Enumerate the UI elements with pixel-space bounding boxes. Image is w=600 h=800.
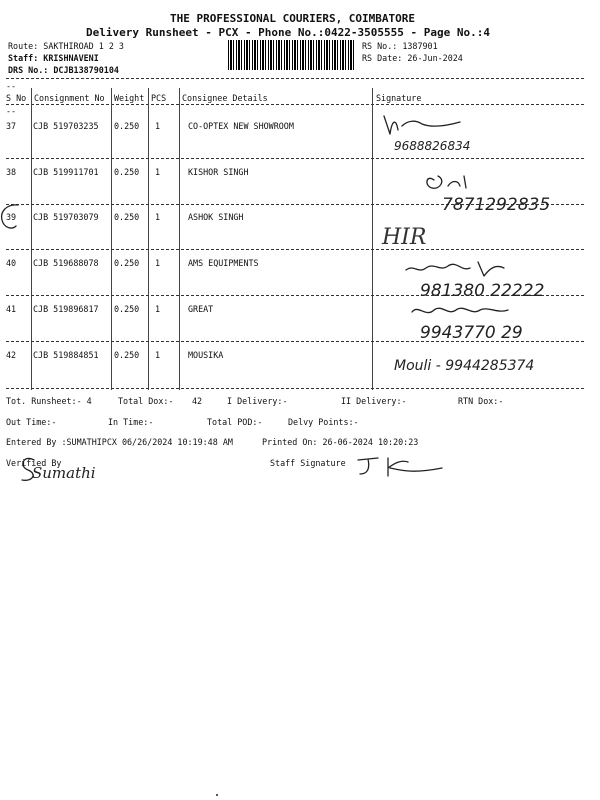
drs-number: DRS No.: DCJB138790104	[8, 65, 119, 75]
row-sno: 40	[6, 258, 17, 268]
col-line	[31, 88, 32, 390]
ii-delivery: II Delivery:-	[341, 396, 407, 406]
signature-name: HIR	[382, 225, 427, 250]
handwritten-signature	[392, 350, 582, 380]
signature-phone: 7871292835	[442, 195, 551, 215]
staff-signature-label: Staff Signature	[270, 458, 346, 468]
prev-marker-2: --	[6, 106, 17, 116]
row-weight: 0.250	[114, 350, 140, 360]
row-consignee: MOUSIKA	[188, 350, 224, 360]
row-consignee: KISHOR SINGH	[188, 167, 249, 177]
rs-number: RS No.: 1387901	[362, 41, 438, 51]
row-consignment: CJB 519896817	[33, 304, 99, 314]
row-pcs: 1	[155, 304, 161, 314]
row-consignee: GREAT	[188, 304, 214, 314]
signature-phone: Mouli - 9944285374	[394, 358, 535, 374]
row-divider	[6, 388, 584, 389]
row-consignment: CJB 519688078	[33, 258, 99, 268]
header-divider-top	[6, 78, 584, 79]
handwritten-signature	[380, 218, 460, 254]
col-line	[148, 88, 149, 390]
signature-phone: 9943770 29	[420, 323, 523, 343]
rtn-dox: RTN Dox:-	[458, 396, 504, 406]
verified-by: Verified By	[6, 458, 62, 468]
total-dox-value: 42	[192, 396, 203, 406]
i-delivery: I Delivery:-	[227, 396, 288, 406]
row-divider	[6, 249, 584, 250]
company-name: THE PROFESSIONAL COURIERS, COIMBATORE	[170, 12, 416, 25]
total-dox-label: Total Dox:-	[118, 396, 174, 406]
staff-signature	[352, 454, 472, 482]
row-weight: 0.250	[114, 167, 140, 177]
row-consignment: CJB 519703235	[33, 121, 99, 131]
col-consignment: Consignment No	[34, 93, 105, 103]
row-divider	[6, 158, 584, 159]
col-signature: Signature	[376, 93, 422, 103]
row-consignee: AMS EQUIPMENTS	[188, 258, 259, 268]
row-pcs: 1	[155, 121, 161, 131]
row-weight: 0.250	[114, 304, 140, 314]
row-sno: 38	[6, 167, 17, 177]
circle-mark	[0, 202, 24, 232]
row-pcs: 1	[155, 350, 161, 360]
col-consignee: Consignee Details	[182, 93, 268, 103]
col-sno: S No	[6, 93, 27, 103]
row-sno: 42	[6, 350, 17, 360]
row-pcs: 1	[155, 258, 161, 268]
verified-signature	[14, 452, 124, 488]
staff-label: Staff: KRISHNAVENI	[8, 53, 99, 63]
row-consignment: CJB 519884851	[33, 350, 99, 360]
row-pcs: 1	[155, 167, 161, 177]
col-line	[111, 88, 112, 390]
in-time: In Time:-	[108, 417, 154, 427]
tot-runsheet: Tot. Runsheet:- 4	[6, 396, 92, 406]
row-weight: 0.250	[114, 121, 140, 131]
row-consignee: CO-OPTEX NEW SHOWROOM	[188, 121, 294, 131]
handwritten-signature	[400, 254, 580, 302]
total-pod: Total POD:-	[207, 417, 263, 427]
row-weight: 0.250	[114, 258, 140, 268]
col-pcs: PCS	[151, 93, 167, 103]
row-consignment: CJB 519911701	[33, 167, 99, 177]
header-divider	[6, 104, 584, 105]
row-consignment: CJB 519703079	[33, 212, 99, 222]
col-line	[179, 88, 180, 390]
verified-signature-text: Sumathi	[32, 464, 96, 482]
col-line	[372, 88, 373, 390]
signature-phone: 981380 22222	[420, 281, 545, 301]
scan-speck	[216, 794, 218, 796]
handwritten-signature	[376, 110, 506, 154]
runsheet-subtitle: Delivery Runsheet - PCX - Phone No.:0422-3505555 - Page No.:4	[86, 26, 490, 39]
row-sno: 41	[6, 304, 17, 314]
printed-on: Printed On: 26-06-2024 10:20:23	[262, 437, 419, 447]
signature-phone: 9688826834	[394, 139, 471, 153]
rs-date: RS Date: 26-Jun-2024	[362, 53, 463, 63]
barcode	[228, 40, 354, 70]
row-consignee: ASHOK SINGH	[188, 212, 244, 222]
row-sno: 37	[6, 121, 17, 131]
entered-by: Entered By :SUMATHIPCX 06/26/2024 10:19:48 AM	[6, 437, 233, 447]
row-sno: 39	[6, 212, 17, 222]
out-time: Out Time:-	[6, 417, 57, 427]
delvy-points: Delvy Points:-	[288, 417, 359, 427]
handwritten-signature	[408, 300, 578, 344]
prev-marker: --	[6, 81, 17, 91]
col-weight: Weight	[114, 93, 145, 103]
route-label: Route: SAKTHIROAD 1 2 3	[8, 41, 124, 51]
row-weight: 0.250	[114, 212, 140, 222]
row-pcs: 1	[155, 212, 161, 222]
handwritten-signature	[420, 166, 580, 216]
